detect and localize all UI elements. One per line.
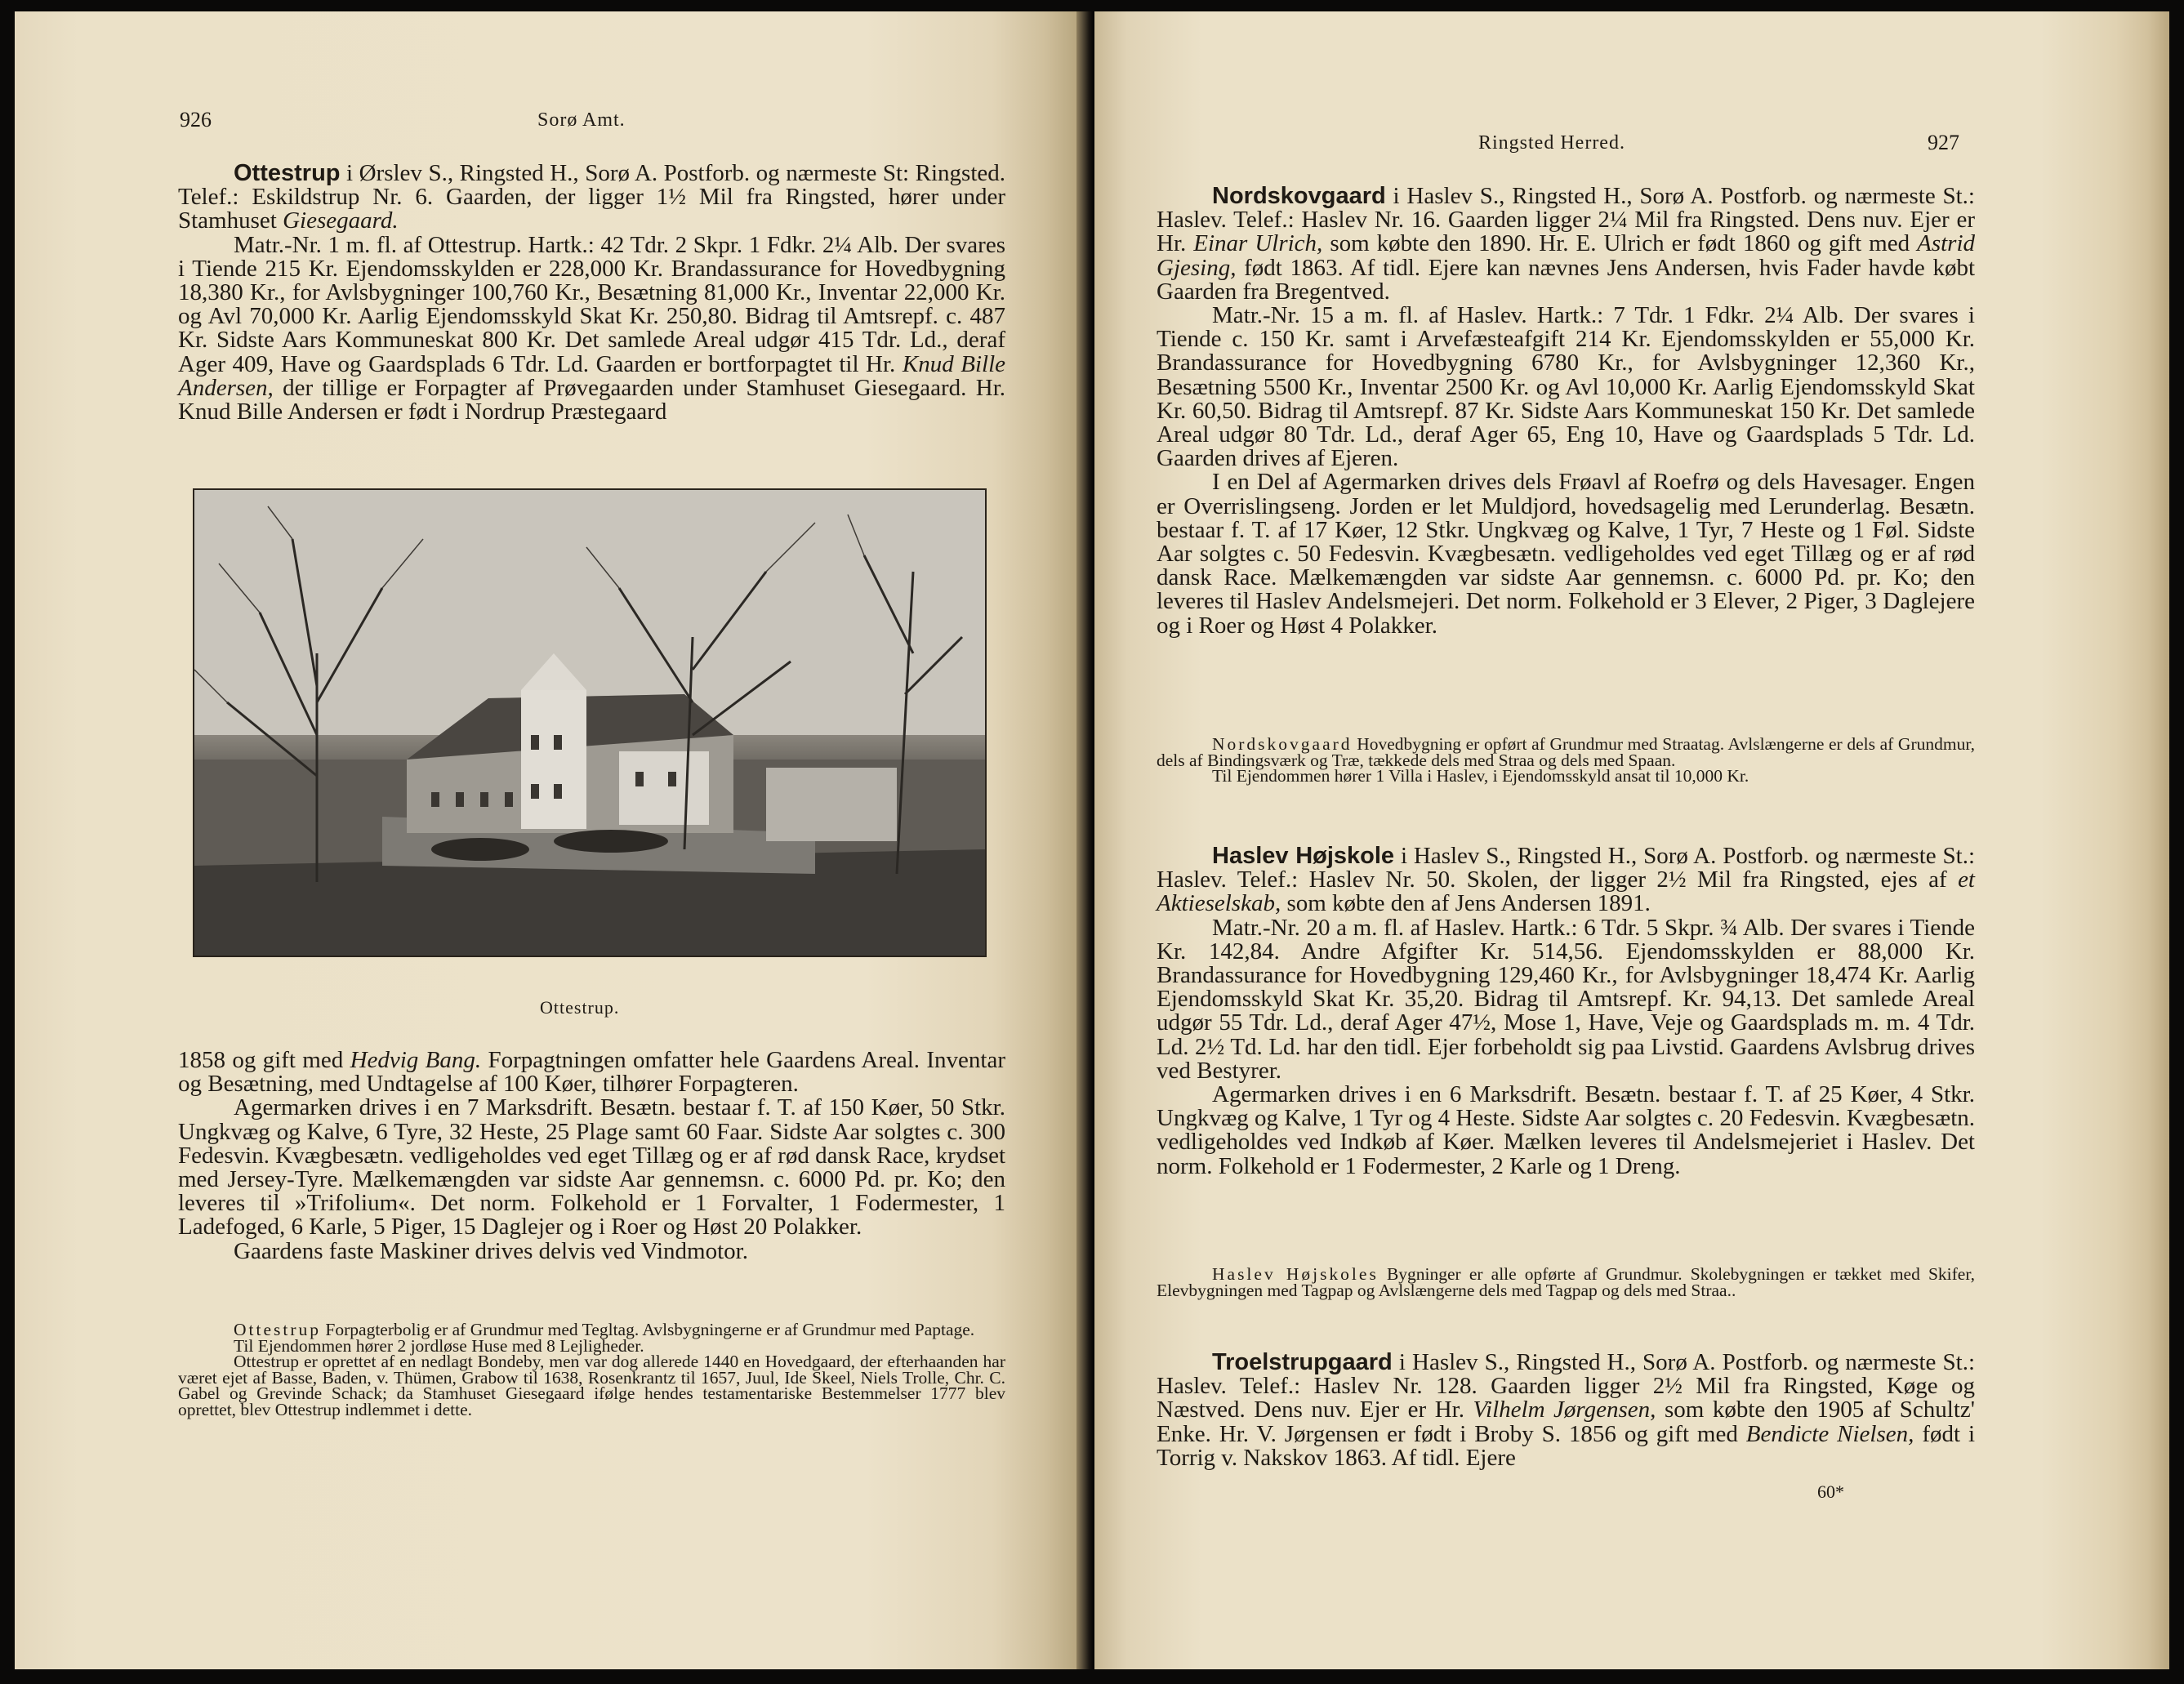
haslev-paragraph-3: Agermarken drives i en 6 Marksdrift. Besætn. bestaar f. T. af 25 Køer, 4 Stkr. Ungkvæg og Kalve, 1 Tyr og 4 Heste. Sidste Aar solgtes c. 20 Fedesvin. Kvægbesætn. vedligeholdes ved Indkøb af Køer. Mælken leveres til Andelsmejeriet i Haslev. Det norm. Folkehold er 1 Fodermester, 2 Karle og 1 Dreng.: [1157, 1081, 1975, 1179]
haslev-note-1: [1157, 1264, 1976, 1300]
left-page: [15, 11, 1076, 1669]
running-head-right: Ringsted Herred.: [1478, 132, 1625, 154]
troelstrup-p1-italic-1: Vilhelm Jørgensen,: [1473, 1397, 1656, 1423]
ottestrup-entry-top: [178, 162, 1005, 424]
ottestrup-photo-illustration: [194, 490, 985, 956]
ottestrup-notes: [178, 1322, 1005, 1419]
page-number-right: 927: [1928, 131, 1959, 154]
ottestrup-paragraph-5: Gaardens faste Maskiner drives delvis ved Vindmotor.: [234, 1237, 748, 1264]
haslev-p1-tail: som købte den af Jens Andersen 1891.: [1286, 890, 1651, 917]
book-gutter: [1076, 11, 1094, 1669]
ottestrup-p3-italic: Hedvig Bang.: [350, 1047, 482, 1073]
haslev-entry: [1157, 844, 1975, 1178]
troelstrup-paragraph-1: [1157, 1351, 1975, 1470]
nordskovgaard-paragraph-2: Matr.-Nr. 15 a m. fl. af Haslev. Hartk.: 7 Tdr. 1 Fdkr. 2¼ Alb. Der svares i Tiende c. 150 Kr. samt i Arvefæsteafgift 214 Kr. Ejendomsskylden er 55,000 Kr. Brandassurance for Hovedbygning 6780 Kr., for Avlsbygninger 12,360 Kr., Besætning 5500 Kr., Inventar 2500 Kr. og Avl 10,000 Kr. Aarlig Ejendomsskyld Skat Kr. 60,50. Bidrag til Amtsrepf. 87 Kr. Sidste Aars Kommuneskat 150 Kr. Det samlede Areal udgør 80 Tdr. Ld., deraf Ager 65, Eng 10, Have og Gaardsplads 5 Tdr. Ld. Gaarden drives af Ejeren.: [1157, 302, 1975, 472]
photo-caption: Ottestrup.: [540, 997, 620, 1018]
haslev-p1-text: i Haslev S., Ringsted H., Sorø A. Postforb. og nærmeste St.: Haslev. Telef.: Haslev Nr. 50. Skolen, der ligger 2½ Mil fra Ringsted, ejes af: [1157, 843, 1975, 893]
ottestrup-note-3: Ottestrup er oprettet af en nedlagt Bondeby, men var dog allerede 1440 en Hovedgaard, der efterhaanden har været ejet af Basse, Baden, v. Thümen, Grabow til 1638, Rosenkrantz til 1657, Juul, Ide Skeel, Niels Trolle, Chr. C. Gabel og Grevinde Schack; da Stamhuset Giesegaard ifølge hendes testamentariske Bestemmelser 1777 blev oprettet, blev Ottestrup indlemmet i dette.: [178, 1352, 1005, 1419]
ottestrup-p1-italic: Giesegaard.: [283, 207, 399, 234]
ottestrup-p2-italic: Knud Bille Andersen,: [178, 350, 1006, 401]
haslev-paragraph-1: [1157, 844, 1975, 916]
haslev-note-1-lead: Haslev Højskoles: [1212, 1264, 1379, 1284]
nordskovgaard-p1-mid: som købte den 1890. Hr. E. Ulrich er født 1860 og gift med: [1330, 230, 1910, 257]
haslev-notes: [1157, 1264, 1976, 1300]
nordskovgaard-p1-italic-1: Einar Ulrich,: [1193, 230, 1323, 257]
running-head-left: Sorø Amt.: [537, 109, 626, 131]
nordskovgaard-p1-italic-2: Astrid Gjesing,: [1157, 230, 1976, 281]
troelstrup-p1-text: i Haslev S., Ringsted H., Sorø A. Postforb. og nærmeste St.: Haslev. Telef.: Haslev Nr. 128. Gaarden ligger 2½ Mil fra Ringsted, Køge og Næstved. Dens nuv. Ejer er Hr.: [1157, 1349, 1976, 1423]
troelstrup-p1-mid: som købte den 1905 af Schultz' Enke. Hr. V. Jørgensen er født i Broby S. 1856 og gift med: [1157, 1397, 1976, 1447]
ottestrup-p1-text: i Ørslev S., Ringsted H., Sorø A. Postforb. og nærmeste St: Ringsted. Telef.: Eskildstrup Nr. 6. Gaarden, der ligger 1½ Mil fra Ringsted, hører under Stamhuset: [178, 160, 1005, 234]
haslev-paragraph-2: Matr.-Nr. 20 a m. fl. af Haslev. Hartk.: 6 Tdr. 5 Skpr. ¾ Alb. Der svares i Tiende Kr. 142,84. Andre Afgifter Kr. 514,56. Ejendomsskylden er 88,000 Kr. Brandassurance for Hovedbygning 129,460 Kr., for Avlsbygninger 18,474 Kr. Aarlig Ejendomsskyld Skat Kr. 35,20. Bidrag til Amtsrepf. Kr. 94,13. Det samlede Areal udgør 55 Tdr. Ld., deraf Ager 47½, Mose 1, Have, Veje og Gaardsplads m. m. 4 Tdr. Ld. 2½ Td. Ld. har den tidl. Ejer forbeholdt sig paa Livstid. Gaardens Avlsbrug drives ved Bestyrer.: [1157, 914, 1975, 1084]
nordskovgaard-note-1-text: Hovedbygning er opført af Grundmur med Straatag. Avlslængerne er dels af Grundmur, dels af Bindingsværk og Træ, tækkede dels med Straa og dels med Spaan.: [1157, 734, 1976, 770]
haslev-heading: Haslev Højskole: [1212, 843, 1395, 869]
troelstrup-heading: Troelstrupgaard: [1212, 1349, 1393, 1375]
ottestrup-p2-text: Matr.-Nr. 1 m. fl. af Ottestrup. Hartk.: 42 Tdr. 2 Skpr. 1 Fdkr. 2¼ Alb. Der svares i Tiende 215 Kr. Ejendomsskylden er 228,000 Kr. Brandassurance for Hovedbygning 18,380 Kr., for Avlsbygninger 100,760 Kr., Besætning 81,000 Kr., Inventar 22,000 Kr. og Avl 70,000 Kr. Aarlig Ejendomsskyld Skat Kr. 250,80. Bidrag til Amtsrepf. c. 487 Kr. Sidste Aars Kommuneskat 800 Kr. Det samlede Areal udgør 415 Tdr. Ld., deraf Ager 409, Have og Gaardsplads 6 Tdr. Ld. Gaarden er bortforpagtet til Hr.: [178, 231, 1005, 377]
nordskovgaard-notes: [1157, 734, 1976, 786]
troelstrup-p1-italic-2: Bendicte Nielsen,: [1745, 1420, 1914, 1447]
ottestrup-p3-tail: Forpagtningen omfatter hele Gaardens Areal. Inventar og Besætning, med Undtagelse af 100 Køer, tilhører Forpagteren.: [178, 1047, 1006, 1098]
troelstrup-entry: [1157, 1351, 1975, 1470]
haslev-p1-italic: et Aktieselskab,: [1157, 867, 1975, 917]
nordskovgaard-p1-tail: født 1863. Af tidl. Ejere kan nævnes Jens Andersen, hvis Fader havde købt Gaarden fra Bregentved.: [1157, 254, 1975, 305]
nordskovgaard-note-1-lead: Nordskovgaard: [1212, 734, 1353, 754]
ottestrup-paragraph-1: [178, 162, 1005, 234]
nordskovgaard-note-1: [1157, 734, 1976, 770]
signature-mark: 60*: [1817, 1481, 1844, 1502]
ottestrup-p3-text: 1858 og gift med: [178, 1047, 344, 1073]
nordskovgaard-entry: [1157, 185, 1975, 638]
ottestrup-note-1-lead: Ottestrup: [234, 1320, 322, 1339]
haslev-note-1-text: Bygninger er alle opførte af Grundmur. Skolebygningen er tækket med Skifer, Elevbygningen med Tagpap og Avlslængerne dels med Tagpap og dels med Straa..: [1157, 1264, 1976, 1300]
ottestrup-paragraph-4: Agermarken drives i en 7 Marksdrift. Besætn. bestaar f. T. af 150 Køer, 50 Stkr. Ungkvæg og Kalve, 6 Tyre, 32 Heste, 25 Plage samt 60 Faar. Sidste Aar solgtes c. 300 Fedesvin. Kvægbesætn. vedligeholdes ved eget Tillæg og er af rød dansk Race, krydset med Jersey-Tyre. Mælkemængden var sidste Aar gennemsn. c. 6000 Pd. pr. Ko; den leveres til »Trifolium«. Det norm. Folkehold er 1 Forvalter, 1 Fodermester, 1 Ladefoged, 6 Karle, 5 Piger, 15 Daglejer og i Roer og Høst 20 Polakker.: [178, 1094, 1005, 1241]
ottestrup-paragraph-2: [178, 231, 1006, 425]
ottestrup-p2-tail: der tillige er Forpagter af Prøvegaarden under Stamhuset Giesegaard. Hr. Knud Bille Andersen er født i Nordrup Præstegaard: [178, 374, 1006, 425]
page-number-left: 926: [180, 108, 212, 131]
troelstrup-p1-tail: født i Torrig v. Nakskov 1863. Af tidl. Ejere: [1157, 1420, 1976, 1471]
ottestrup-note-2: Til Ejendommen hører 2 jordløse Huse med 8 Lejligheder.: [234, 1335, 644, 1356]
right-page: [1094, 11, 2169, 1669]
ottestrup-photo: [193, 488, 987, 957]
nordskovgaard-heading: Nordskovgaard: [1212, 183, 1386, 209]
ottestrup-heading: Ottestrup: [234, 160, 341, 186]
ottestrup-note-1-text: Forpagterbolig er af Grundmur med Tegltag. Avlsbygningerne er af Grundmur med Paptage.: [325, 1320, 975, 1339]
nordskovgaard-p1-text: i Haslev S., Ringsted H., Sorø A. Postforb. og nærmeste St.: Haslev. Telef.: Haslev Nr. 16. Gaarden ligger 2¼ Mil fra Ringsted. Dens nuv. Ejer er Hr.: [1157, 183, 1975, 257]
ottestrup-entry-bottom: [178, 1049, 1005, 1263]
ottestrup-paragraph-3: [178, 1049, 1005, 1096]
nordskovgaard-note-2: Til Ejendommen hører 1 Villa i Haslev, i Ejendomsskyld ansat til 10,000 Kr.: [1212, 766, 1749, 786]
nordskovgaard-paragraph-3: I en Del af Agermarken drives dels Frøavl af Roefrø og dels Havesager. Engen er Overrislingseng. Jorden er let Muldjord, hovedsagelig med Lerunderlag. Besætn. bestaar f. T. af 17 Køer, 12 Stkr. Ungkvæg og Kalve, 1 Tyr, 7 Heste og 1 Føl. Sidste Aar solgtes c. 50 Fedesvin. Kvægbesætn. vedligeholdes ved eget Tillæg og er af rød dansk Race. Mælkemængden var sidste Aar gennemsn. c. 6000 Pd. pr. Ko; den leveres til Haslev Andelsmejeri. Det norm. Folkehold er 3 Elever, 2 Piger, 3 Daglejere og i Roer og Høst 4 Polakker.: [1157, 469, 1975, 639]
nordskovgaard-paragraph-1: [1157, 185, 1975, 304]
